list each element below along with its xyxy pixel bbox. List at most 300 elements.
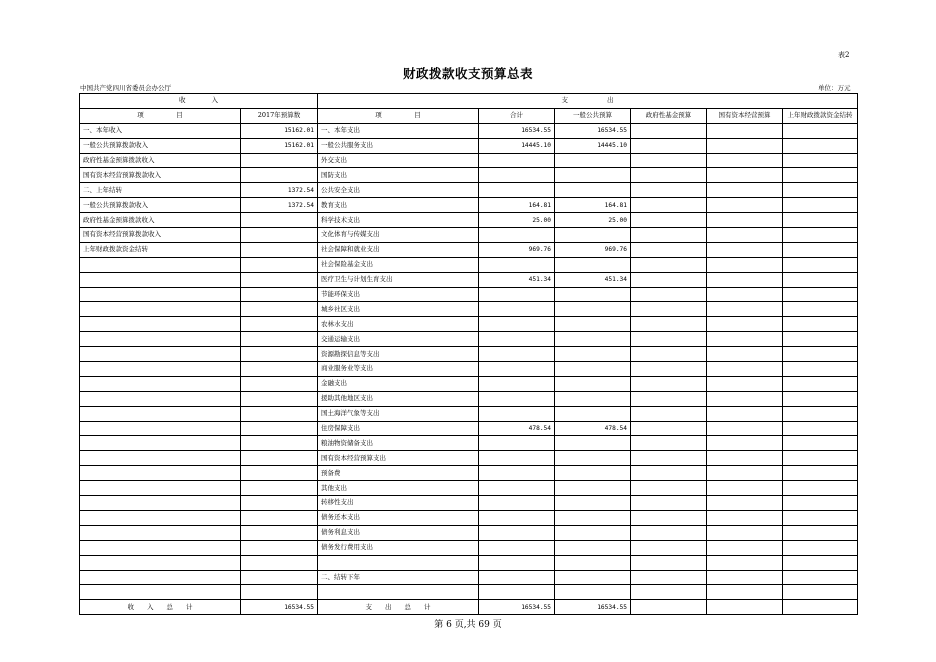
income-budget-value xyxy=(241,153,318,168)
expense-general-cell xyxy=(555,332,631,347)
expense-item: 商业服务业等支出 xyxy=(318,362,479,377)
expense-carry-cell xyxy=(783,555,858,570)
expense-carry-cell xyxy=(783,451,858,466)
expense-total-cell xyxy=(479,347,555,362)
expense-state-cell xyxy=(707,540,783,555)
income-item xyxy=(80,555,241,570)
expense-carry-cell xyxy=(783,436,858,451)
table-row xyxy=(80,421,858,436)
expense-general-cell xyxy=(555,466,631,481)
expense-item: 债务还本支出 xyxy=(318,510,479,525)
expense-general-cell xyxy=(555,496,631,511)
expense-carry-cell xyxy=(783,123,858,138)
expense-carry-cell xyxy=(783,198,858,213)
expense-general-cell xyxy=(555,525,631,540)
expense-carry-cell xyxy=(783,257,858,272)
income-budget-value xyxy=(241,332,318,347)
table-row xyxy=(80,525,858,540)
expense-item: 转移性支出 xyxy=(318,496,479,511)
expense-item: 社会保障和就业支出 xyxy=(318,242,479,257)
income-item: 政府性基金预算拨款收入 xyxy=(80,153,241,168)
income-budget-value xyxy=(241,317,318,332)
expense-general-cell xyxy=(555,317,631,332)
income-item xyxy=(80,332,241,347)
income-item xyxy=(80,496,241,511)
income-budget-value xyxy=(241,510,318,525)
income-budget-value xyxy=(241,525,318,540)
expense-fund-cell xyxy=(631,302,707,317)
expense-fund-cell xyxy=(631,183,707,198)
income-item: 二、上年结转 xyxy=(80,183,241,198)
expense-general-cell: 969.76 xyxy=(555,242,631,257)
income-item: 上年财政拨款资金结转 xyxy=(80,242,241,257)
table-row xyxy=(80,570,858,585)
expense-fund-cell xyxy=(631,362,707,377)
income-item: 国有资本经营预算拨款收入 xyxy=(80,168,241,183)
expense-fund-cell xyxy=(631,257,707,272)
income-item: 政府性基金预算拨款收入 xyxy=(80,213,241,228)
expense-general-cell xyxy=(555,302,631,317)
expense-item: 粮油物资储备支出 xyxy=(318,436,479,451)
expense-total-cell xyxy=(479,391,555,406)
expense-general-cell xyxy=(555,481,631,496)
expense-general-cell: 14445.10 xyxy=(555,138,631,153)
table-row xyxy=(80,376,858,391)
expense-carry-cell xyxy=(783,466,858,481)
income-budget-value: 15162.01 xyxy=(241,123,318,138)
expense-carry-cell xyxy=(783,302,858,317)
expense-item: 住房保障支出 xyxy=(318,421,479,436)
expense-total-cell xyxy=(479,570,555,585)
income-budget-value: 1372.54 xyxy=(241,198,318,213)
expense-general-cell xyxy=(555,540,631,555)
income-item xyxy=(80,525,241,540)
income-budget-value xyxy=(241,168,318,183)
expense-fund-cell xyxy=(631,272,707,287)
table-row xyxy=(80,183,858,198)
expense-carry-cell xyxy=(783,496,858,511)
expense-general-cell: 16534.55 xyxy=(555,123,631,138)
expense-general-cell: 451.34 xyxy=(555,272,631,287)
expense-carry-cell xyxy=(783,287,858,302)
expense-carry-cell xyxy=(783,391,858,406)
income-item: 一般公共预算拨款收入 xyxy=(80,138,241,153)
table-row xyxy=(80,302,858,317)
expense-fund-cell xyxy=(631,451,707,466)
expense-item: 援助其他地区支出 xyxy=(318,391,479,406)
expense-state-cell xyxy=(707,287,783,302)
col-expense-item: 项 目 xyxy=(318,108,479,123)
expense-total-cell xyxy=(479,317,555,332)
income-budget-value xyxy=(241,570,318,585)
income-item: 国有资本经营预算拨款收入 xyxy=(80,228,241,243)
column-header-row xyxy=(80,108,858,123)
expense-carry-total xyxy=(783,600,858,615)
expense-general-cell xyxy=(555,183,631,198)
expense-total-cell xyxy=(479,540,555,555)
expense-fund-cell xyxy=(631,287,707,302)
table-row xyxy=(80,272,858,287)
expense-state-cell xyxy=(707,168,783,183)
expense-total-cell xyxy=(479,555,555,570)
income-item xyxy=(80,391,241,406)
expense-header: 支 出 xyxy=(318,94,858,109)
income-budget-value xyxy=(241,391,318,406)
expense-state-cell xyxy=(707,123,783,138)
expense-carry-cell xyxy=(783,183,858,198)
expense-fund-cell xyxy=(631,510,707,525)
income-budget-value xyxy=(241,496,318,511)
expense-item: 国有资本经营预算支出 xyxy=(318,451,479,466)
table-row xyxy=(80,436,858,451)
income-item xyxy=(80,317,241,332)
income-budget-value xyxy=(241,257,318,272)
income-budget-value xyxy=(241,585,318,600)
expense-total-cell xyxy=(479,525,555,540)
expense-state-cell xyxy=(707,332,783,347)
expense-fund-cell xyxy=(631,481,707,496)
income-budget-value xyxy=(241,436,318,451)
income-header: 收 入 xyxy=(80,94,318,109)
expense-item: 一、本年支出 xyxy=(318,123,479,138)
expense-state-total xyxy=(707,600,783,615)
col-state-capital-budget: 国有资本经营预算 xyxy=(707,108,783,123)
expense-total-cell: 969.76 xyxy=(479,242,555,257)
expense-state-cell xyxy=(707,198,783,213)
expense-total-cell: 16534.55 xyxy=(479,123,555,138)
expense-total-cell: 478.54 xyxy=(479,421,555,436)
expense-carry-cell xyxy=(783,242,858,257)
expense-item: 农林水支出 xyxy=(318,317,479,332)
income-budget-value xyxy=(241,421,318,436)
income-budget-value xyxy=(241,242,318,257)
expense-state-cell xyxy=(707,376,783,391)
expense-state-cell xyxy=(707,302,783,317)
income-total-label: 收 入 总 计 xyxy=(80,600,241,615)
expense-general-cell xyxy=(555,436,631,451)
expense-fund-cell xyxy=(631,585,707,600)
expense-carry-cell xyxy=(783,317,858,332)
income-item xyxy=(80,481,241,496)
table-row xyxy=(80,168,858,183)
col-income-item: 项 目 xyxy=(80,108,241,123)
income-item xyxy=(80,436,241,451)
expense-item: 外交支出 xyxy=(318,153,479,168)
expense-general-cell xyxy=(555,585,631,600)
expense-carry-cell xyxy=(783,347,858,362)
income-item xyxy=(80,451,241,466)
expense-general-cell xyxy=(555,287,631,302)
expense-total-cell xyxy=(479,466,555,481)
expense-item: 一般公共服务支出 xyxy=(318,138,479,153)
income-item xyxy=(80,570,241,585)
expense-state-cell xyxy=(707,317,783,332)
expense-item: 节能环保支出 xyxy=(318,287,479,302)
expense-item: 金融支出 xyxy=(318,376,479,391)
expense-fund-cell xyxy=(631,421,707,436)
expense-total-cell xyxy=(479,257,555,272)
expense-total-cell xyxy=(479,585,555,600)
expense-carry-cell xyxy=(783,213,858,228)
expense-item: 公共安全支出 xyxy=(318,183,479,198)
expense-state-cell xyxy=(707,242,783,257)
expense-state-cell xyxy=(707,496,783,511)
table-row xyxy=(80,138,858,153)
totals-row xyxy=(80,600,858,615)
expense-total-cell xyxy=(479,228,555,243)
income-budget-value xyxy=(241,287,318,302)
expense-carry-cell xyxy=(783,272,858,287)
expense-total-cell: 14445.10 xyxy=(479,138,555,153)
income-budget-value xyxy=(241,362,318,377)
expense-total-cell: 451.34 xyxy=(479,272,555,287)
expense-item: 教育支出 xyxy=(318,198,479,213)
table-row xyxy=(80,213,858,228)
expense-total-cell xyxy=(479,451,555,466)
expense-total-cell xyxy=(479,481,555,496)
expense-fund-total xyxy=(631,600,707,615)
expense-item: 债务利息支出 xyxy=(318,525,479,540)
income-budget-value xyxy=(241,555,318,570)
expense-general-total: 16534.55 xyxy=(555,600,631,615)
expense-fund-cell xyxy=(631,376,707,391)
expense-general-cell xyxy=(555,391,631,406)
expense-item: 社会保险基金支出 xyxy=(318,257,479,272)
expense-fund-cell xyxy=(631,123,707,138)
income-item: 一般公共预算拨款收入 xyxy=(80,198,241,213)
expense-total-cell xyxy=(479,302,555,317)
income-budget-value xyxy=(241,213,318,228)
expense-fund-cell xyxy=(631,406,707,421)
expense-total-cell xyxy=(479,332,555,347)
income-total-value: 16534.55 xyxy=(241,600,318,615)
expense-state-cell xyxy=(707,421,783,436)
income-budget-value xyxy=(241,451,318,466)
expense-fund-cell xyxy=(631,555,707,570)
expense-carry-cell xyxy=(783,510,858,525)
expense-general-cell xyxy=(555,347,631,362)
table-row xyxy=(80,317,858,332)
expense-general-cell xyxy=(555,555,631,570)
expense-general-cell: 478.54 xyxy=(555,421,631,436)
table-row xyxy=(80,123,858,138)
income-item xyxy=(80,272,241,287)
expense-total-cell xyxy=(479,168,555,183)
income-item xyxy=(80,540,241,555)
expense-item: 资源勘探信息等支出 xyxy=(318,347,479,362)
expense-fund-cell xyxy=(631,242,707,257)
income-item xyxy=(80,421,241,436)
expense-fund-cell xyxy=(631,436,707,451)
expense-total-cell: 25.00 xyxy=(479,213,555,228)
table-row xyxy=(80,391,858,406)
income-budget-value xyxy=(241,347,318,362)
expense-carry-cell xyxy=(783,332,858,347)
expense-fund-cell xyxy=(631,213,707,228)
unit-label: 单位：万元 xyxy=(818,84,851,92)
table-row xyxy=(80,481,858,496)
table-row xyxy=(80,510,858,525)
expense-total-cell xyxy=(479,406,555,421)
expense-carry-cell xyxy=(783,138,858,153)
expense-fund-cell xyxy=(631,391,707,406)
expense-fund-cell xyxy=(631,525,707,540)
expense-general-cell xyxy=(555,228,631,243)
expense-general-cell: 164.81 xyxy=(555,198,631,213)
expense-carry-cell xyxy=(783,481,858,496)
expense-state-cell xyxy=(707,391,783,406)
income-item: 一、本年收入 xyxy=(80,123,241,138)
expense-carry-cell xyxy=(783,228,858,243)
income-item xyxy=(80,376,241,391)
col-fund-budget: 政府性基金预算 xyxy=(631,108,707,123)
table-row xyxy=(80,555,858,570)
expense-total-cell xyxy=(479,510,555,525)
table-row xyxy=(80,228,858,243)
expense-item: 国防支出 xyxy=(318,168,479,183)
expense-carry-cell xyxy=(783,168,858,183)
expense-item: 医疗卫生与计划生育支出 xyxy=(318,272,479,287)
income-item xyxy=(80,302,241,317)
expense-general-cell xyxy=(555,257,631,272)
expense-fund-cell xyxy=(631,540,707,555)
income-budget-value xyxy=(241,272,318,287)
expense-fund-cell xyxy=(631,570,707,585)
expense-state-cell xyxy=(707,406,783,421)
expense-fund-cell xyxy=(631,347,707,362)
expense-fund-cell xyxy=(631,168,707,183)
income-budget-value xyxy=(241,228,318,243)
col-income-budget: 2017年预算数 xyxy=(241,108,318,123)
expense-item xyxy=(318,555,479,570)
table-number: 表2 xyxy=(838,51,850,59)
expense-fund-cell xyxy=(631,153,707,168)
expense-general-cell xyxy=(555,362,631,377)
expense-item: 城乡社区支出 xyxy=(318,302,479,317)
income-budget-value xyxy=(241,481,318,496)
expense-carry-cell xyxy=(783,525,858,540)
expense-carry-cell xyxy=(783,570,858,585)
income-budget-value xyxy=(241,466,318,481)
income-item xyxy=(80,510,241,525)
expense-general-cell xyxy=(555,376,631,391)
expense-total-cell xyxy=(479,287,555,302)
income-budget-value xyxy=(241,302,318,317)
expense-item: 二、结转下年 xyxy=(318,570,479,585)
income-item xyxy=(80,257,241,272)
income-budget-value xyxy=(241,376,318,391)
table-row xyxy=(80,287,858,302)
expense-fund-cell xyxy=(631,228,707,243)
expense-state-cell xyxy=(707,525,783,540)
income-item xyxy=(80,362,241,377)
expense-total-cell xyxy=(479,362,555,377)
expense-state-cell xyxy=(707,257,783,272)
expense-general-cell xyxy=(555,510,631,525)
expense-carry-cell xyxy=(783,585,858,600)
expense-total-cell xyxy=(479,436,555,451)
table-row xyxy=(80,347,858,362)
expense-total-cell: 164.81 xyxy=(479,198,555,213)
income-item xyxy=(80,287,241,302)
expense-general-cell xyxy=(555,168,631,183)
expense-fund-cell xyxy=(631,138,707,153)
col-carryover: 上年财政拨款资金结转 xyxy=(783,108,858,123)
expense-fund-cell xyxy=(631,332,707,347)
expense-fund-cell xyxy=(631,466,707,481)
table-row xyxy=(80,242,858,257)
expense-carry-cell xyxy=(783,421,858,436)
table-row xyxy=(80,496,858,511)
table-row xyxy=(80,362,858,377)
expense-general-cell xyxy=(555,153,631,168)
expense-fund-cell xyxy=(631,317,707,332)
expense-state-cell xyxy=(707,362,783,377)
expense-total-cell xyxy=(479,496,555,511)
expense-total-value: 16534.55 xyxy=(479,600,555,615)
expense-total-cell xyxy=(479,183,555,198)
income-item xyxy=(80,347,241,362)
expense-general-cell xyxy=(555,570,631,585)
expense-state-cell xyxy=(707,347,783,362)
expense-state-cell xyxy=(707,213,783,228)
expense-item: 预备费 xyxy=(318,466,479,481)
income-budget-value: 1372.54 xyxy=(241,183,318,198)
expense-state-cell xyxy=(707,481,783,496)
expense-state-cell xyxy=(707,272,783,287)
expense-total-cell xyxy=(479,376,555,391)
table-row xyxy=(80,585,858,600)
expense-state-cell xyxy=(707,466,783,481)
expense-state-cell xyxy=(707,228,783,243)
organization-name: 中国共产党四川省委员会办公厅 xyxy=(80,84,171,92)
expense-carry-cell xyxy=(783,362,858,377)
income-item xyxy=(80,406,241,421)
expense-general-cell xyxy=(555,406,631,421)
table-row xyxy=(80,406,858,421)
expense-item: 交通运输支出 xyxy=(318,332,479,347)
budget-table xyxy=(79,93,858,615)
expense-state-cell xyxy=(707,451,783,466)
table-row xyxy=(80,332,858,347)
table-row xyxy=(80,451,858,466)
section-header-row xyxy=(80,94,858,109)
expense-state-cell xyxy=(707,436,783,451)
table-row xyxy=(80,198,858,213)
expense-item: 其他支出 xyxy=(318,481,479,496)
income-budget-value xyxy=(241,540,318,555)
col-total: 合计 xyxy=(479,108,555,123)
page-title: 财政拨款收支预算总表 xyxy=(402,66,533,81)
expense-fund-cell xyxy=(631,496,707,511)
expense-total-label: 支 出 总 计 xyxy=(318,600,479,615)
col-general-budget: 一般公共预算 xyxy=(555,108,631,123)
expense-state-cell xyxy=(707,153,783,168)
income-budget-value xyxy=(241,406,318,421)
expense-item: 国土海洋气象等支出 xyxy=(318,406,479,421)
expense-item: 科学技术支出 xyxy=(318,213,479,228)
income-item xyxy=(80,466,241,481)
expense-state-cell xyxy=(707,555,783,570)
expense-general-cell xyxy=(555,451,631,466)
expense-carry-cell xyxy=(783,153,858,168)
expense-fund-cell xyxy=(631,198,707,213)
expense-item: 文化体育与传媒支出 xyxy=(318,228,479,243)
table-row xyxy=(80,540,858,555)
expense-carry-cell xyxy=(783,376,858,391)
expense-state-cell xyxy=(707,570,783,585)
expense-item: 债务发行费用支出 xyxy=(318,540,479,555)
